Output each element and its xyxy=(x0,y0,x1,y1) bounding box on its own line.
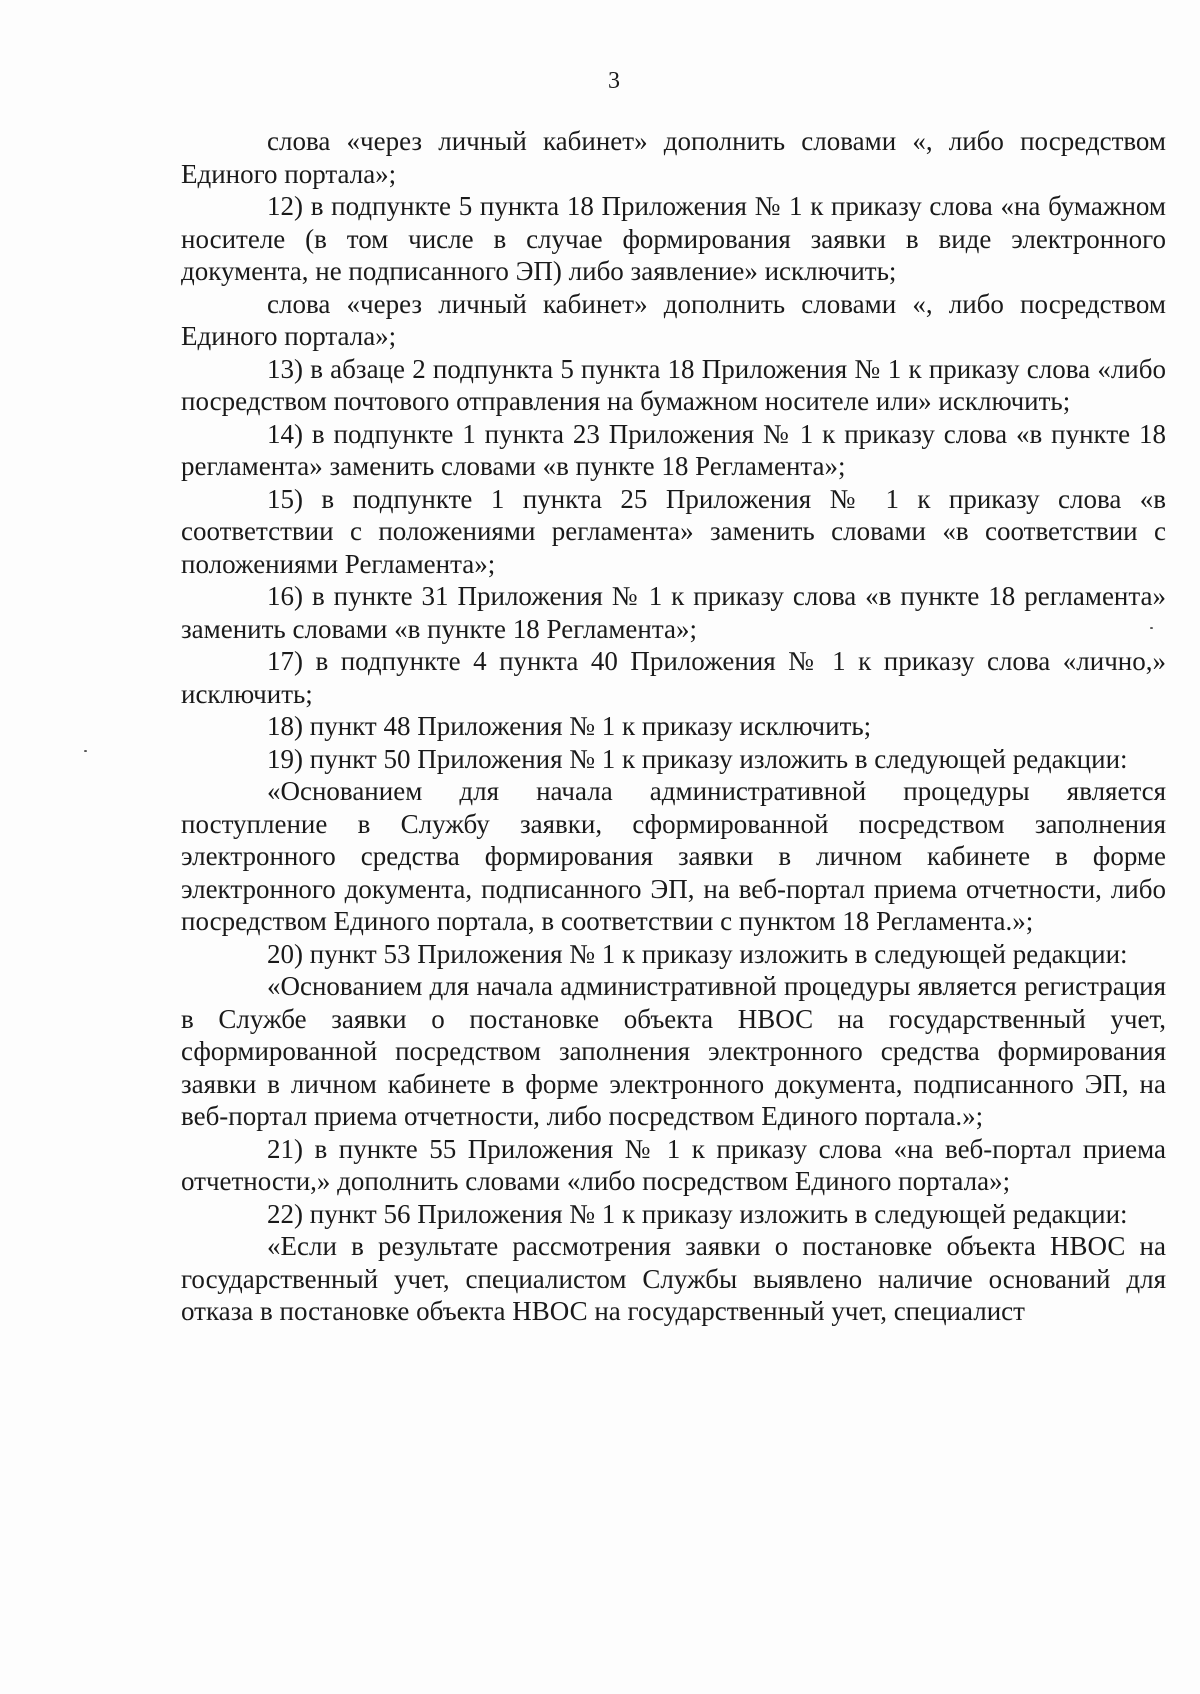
page-number: 3 xyxy=(608,68,620,94)
paragraph: слова «через личный кабинет» дополнить словами «, либо посредством Единого портала»; xyxy=(181,126,1166,189)
paragraph: 14) в подпункте 1 пункта 23 Приложения № 1 к приказу слова «в пункте 18 регламента» заменить словами «в пункте 18 Регламента»; xyxy=(181,418,1166,481)
paragraph: «Основанием для начала административной процедуры является регистрация в Службе заявки о постановке объекта НВОС на государственный учет, сформированной посредством заполнения электронного средства формирования заявки в личном кабинете в форме электронного документа, подписанного ЭП, на веб-портал приема отчетности, либо посредством Единого портала.»; xyxy=(181,971,1166,1131)
paragraph: слова «через личный кабинет» дополнить словами «, либо посредством Единого портала»; xyxy=(181,288,1166,351)
paragraph: 19) пункт 50 Приложения № 1 к приказу изложить в следующей редакции: xyxy=(267,743,1128,774)
paragraph: «Основанием для начала административной процедуры является поступление в Службу заявки, сформированной посредством заполнения электронного средства формирования заявки в личном кабинете в форме электронного документа, подписанного ЭП, на веб-портал приема отчетности, либо посредством Единого портала, в соответствии с пунктом 18 Регламента.»; xyxy=(181,776,1166,936)
paragraph: 18) пункт 48 Приложения № 1 к приказу исключить; xyxy=(267,711,872,741)
paragraph: 20) пункт 53 Приложения № 1 к приказу изложить в следующей редакции: xyxy=(267,938,1128,969)
paragraph: 13) в абзаце 2 подпункта 5 пункта 18 Приложения № 1 к приказу слова «либо посредством почтового отправления на бумажном носителе или» исключить; xyxy=(181,353,1166,416)
paragraph: 22) пункт 56 Приложения № 1 к приказу изложить в следующей редакции: xyxy=(267,1198,1128,1229)
scan-speck xyxy=(1150,627,1153,629)
paragraph: 21) в пункте 55 Приложения № 1 к приказу слова «на веб-портал приема отчетности,» дополнить словами «либо посредством Единого портала»; xyxy=(181,1133,1166,1196)
scan-speck xyxy=(84,750,87,752)
document-body xyxy=(181,125,1166,1328)
paragraph: 15) в подпункте 1 пункта 25 Приложения № 1 к приказу слова «в соответствии с положениями регламента» заменить словами «в соответствии с положениями Регламента»; xyxy=(181,483,1166,579)
paragraph: «Если в результате рассмотрения заявки о постановке объекта НВОС на государственный учет, специалистом Службы выявлено наличие оснований для отказа в постановке объекта НВОС на государственный учет, специалист xyxy=(181,1231,1166,1326)
paragraph: 17) в подпункте 4 пункта 40 Приложения № 1 к приказу слова «лично,» исключить; xyxy=(181,646,1166,709)
paragraph: 16) в пункте 31 Приложения № 1 к приказу слова «в пункте 18 регламента» заменить словами «в пункте 18 Регламента»; xyxy=(181,581,1166,644)
paragraph: 12) в подпункте 5 пункта 18 Приложения № 1 к приказу слова «на бумажном носителе (в том числе в случае формирования заявки в виде электронного документа, не подписанного ЭП) либо заявление» исключить; xyxy=(181,191,1166,286)
